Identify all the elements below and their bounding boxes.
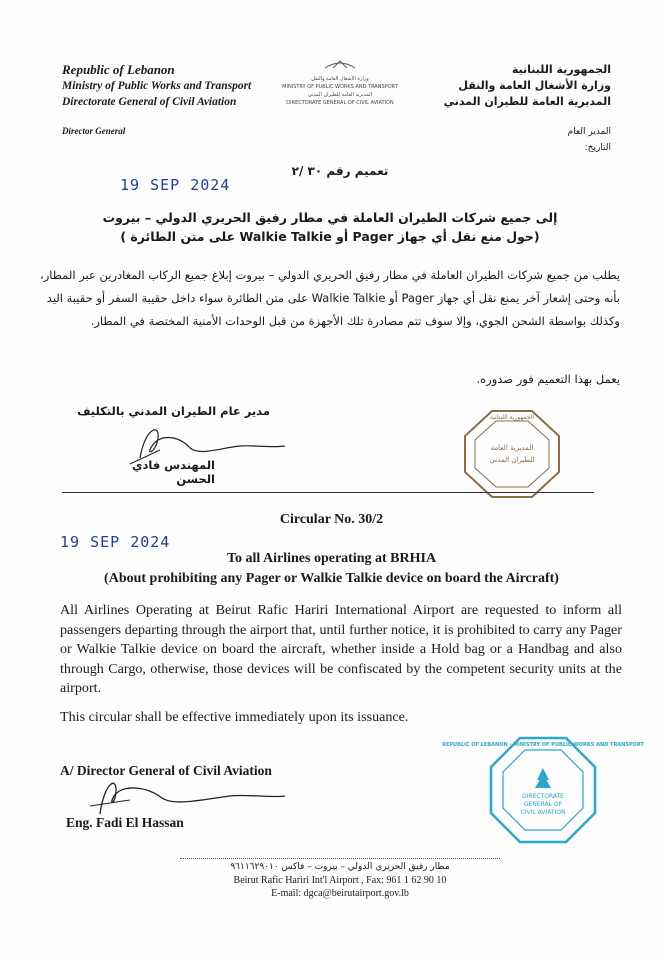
date-ar-label: التاريخ: xyxy=(584,143,611,153)
director-general-en: Director General xyxy=(62,126,126,136)
english-title-line-2: (About prohibiting any Pager or Walkie Talkie device on board the Aircraft) xyxy=(104,571,559,586)
republic-en: Republic of Lebanon xyxy=(62,62,175,77)
arabic-effective: يعمل بهذا التعميم فور صدوره. xyxy=(476,372,620,386)
footer xyxy=(180,858,500,900)
directorate-ar: المديرية العامة للطيران المدني xyxy=(443,95,611,108)
english-effective: This circular shall be effective immediately upon its issuance. xyxy=(60,709,409,725)
circular-number-en: Circular No. 30/2 xyxy=(279,512,384,527)
blue-seal xyxy=(442,734,644,846)
english-title-line-1: To all Airlines operating at BRHIA xyxy=(226,551,437,566)
footer-email: E-mail: dgca@beirutairport.gov.lb xyxy=(271,888,409,899)
blue-seal-inner-1: DIRECTORATE xyxy=(522,793,564,800)
ministry-en: Ministry of Public Works and Transport xyxy=(62,80,252,92)
english-title xyxy=(0,549,663,589)
footer-arabic: مطار رفيق الحريري الدولي – بيروت – فاكس ٩٦١١٦٢٩٠١٠ xyxy=(230,862,450,872)
blue-seal-outer: REPUBLIC OF LEBANON · MINISTRY OF PUBLIC WORKS AND TRANSPORT xyxy=(442,742,644,748)
circular-number-ar: تعميم رقم ٣٠ /٢ xyxy=(291,164,389,178)
header-arabic xyxy=(444,62,611,110)
emblem-line-3: المديرية العامة للطيران المدني xyxy=(307,92,373,98)
english-body: All Airlines Operating at Beirut Rafic Hariri International Airport are requested to inform all passengers departing through the airport that, until further notice, it is prohibited to carry any Pager or Walkie Talkie device on board the aircraft, whether inside a Hold bag or a Handbag and also through Cargo, otherwise, those devices will be confiscated by the competent security units at the airport. xyxy=(60,602,622,696)
arabic-signer-name: المهندس فادي الحسن xyxy=(131,458,215,486)
date-stamp-arabic: 19 SEP 2024 xyxy=(120,176,231,194)
footer-address: Beirut Rafic Hariri Int'l Airport , Fax: 961 1 62 90 10 xyxy=(233,875,447,886)
arabic-title-line-2: (حول منع نقل أي جهاز Pager أو Walkie Talkie على متن الطائرة ) xyxy=(120,229,540,244)
footer-rule xyxy=(180,858,500,859)
emblem-line-1: وزارة الأشغال العامة والنقل xyxy=(311,76,369,82)
cedar-icon xyxy=(535,768,551,788)
director-ar-label: المدير العام xyxy=(567,127,611,137)
ministry-emblem xyxy=(270,58,410,107)
english-signature xyxy=(70,770,290,820)
arabic-signer-title: مدير عام الطيران المدني بالتكليف xyxy=(77,404,270,418)
blue-seal-inner-2: GENERAL OF xyxy=(523,801,563,808)
brown-seal-inner-1: المديرية العامة xyxy=(490,444,534,452)
republic-ar: الجمهورية اللبنانية xyxy=(511,63,611,76)
emblem-line-4: DIRECTORATE GENERAL OF CIVIL AVIATION xyxy=(286,100,394,106)
date-stamp-english: 19 SEP 2024 xyxy=(60,533,171,551)
ministry-ar: وزارة الأشغال العامة والنقل xyxy=(458,79,611,92)
header-english xyxy=(62,62,251,110)
arabic-body: يطلب من جميع شركات الطيران العاملة في مطار رفيق الحريري الدولي – بيروت إبلاغ جميع الركاب المغادرين عبر المطار، بأنه وحتى إشعار آخر يمنع نقل أي جهاز Pager أو Walkie Talkie على متن الطائرة سواء داخل حقيبة السفر أو حقيبة اليد وكذلك بواسطة الشحن الجوي، وإلا سوف تتم مصادرة تلك الأجهزة من قبل الوحدات الأمنية المختصة في المطار. xyxy=(39,268,620,328)
emblem-icon xyxy=(323,58,357,70)
brown-seal-inner-2: للطيران المدني xyxy=(489,456,535,464)
arabic-title-line-1: إلى جميع شركات الطيران العاملة في مطار رفيق الحريري الدولي – بيروت xyxy=(102,210,558,225)
arabic-signature xyxy=(100,418,290,468)
brown-seal xyxy=(462,408,562,500)
emblem-line-2: MINISTRY OF PUBLIC WORKS AND TRANSPORT xyxy=(282,84,398,90)
english-signer-name: Eng. Fadi El Hassan xyxy=(66,815,184,830)
arabic-title xyxy=(40,208,620,246)
section-divider xyxy=(62,492,594,493)
blue-seal-inner-3: CIVIL AVIATION xyxy=(520,809,566,816)
brown-seal-outer: الجمهورية اللبنانية xyxy=(489,414,535,421)
directorate-en: Directorate General of Civil Aviation xyxy=(62,96,237,108)
director-general-ar xyxy=(568,124,611,156)
english-signer-title: A/ Director General of Civil Aviation xyxy=(60,763,272,778)
